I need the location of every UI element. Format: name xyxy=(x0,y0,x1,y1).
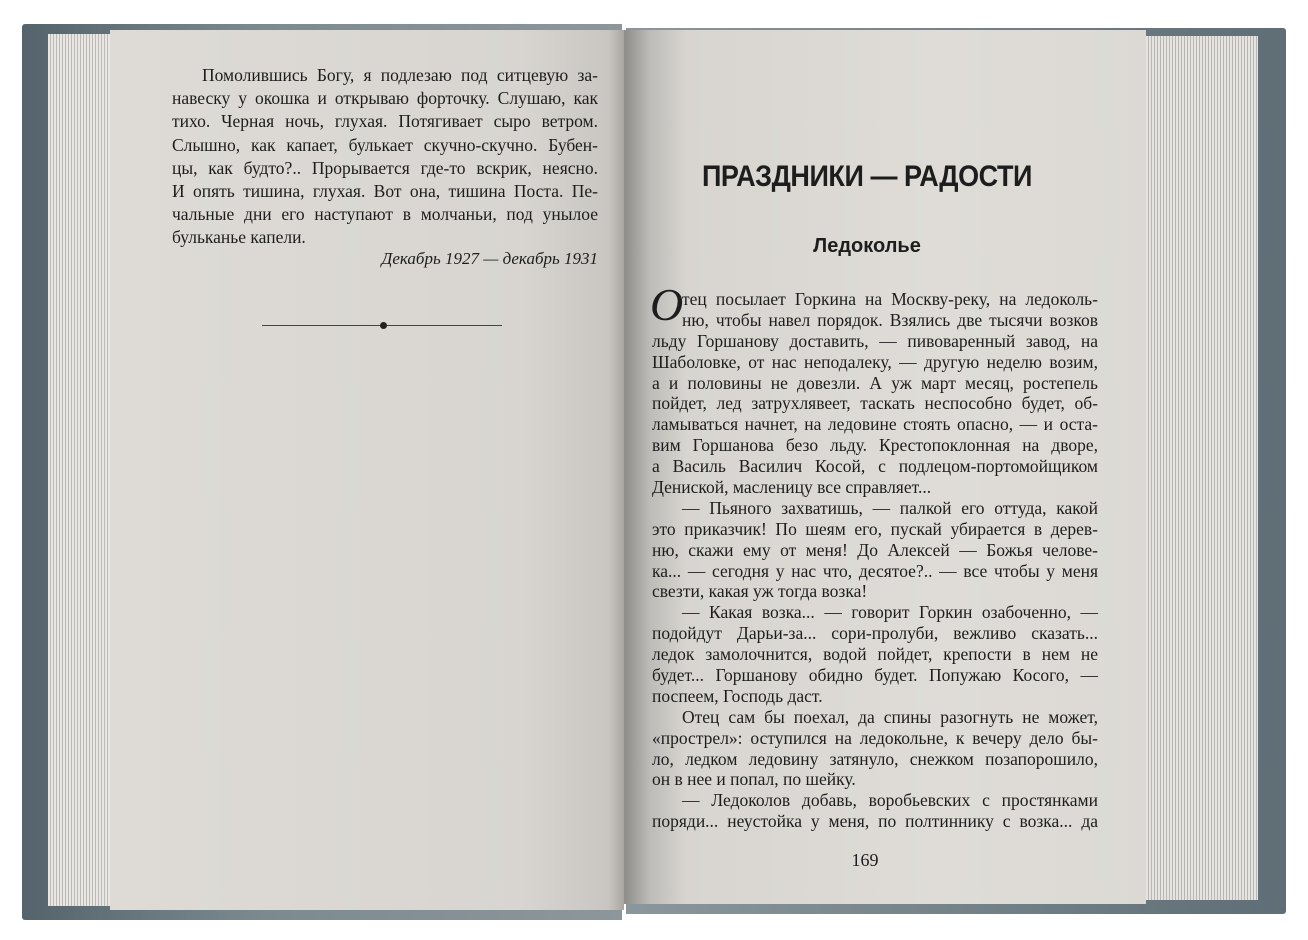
text-line: Слышно, как капает, булькает скучно-скучно. Бубен- xyxy=(172,134,598,155)
date-signature: Декабрь 1927 — декабрь 1931 xyxy=(381,249,598,268)
drop-cap: О xyxy=(650,279,684,330)
text-line: бульканье капели. xyxy=(172,227,306,248)
text-line: навеску у окошка и открываю форточку. Слушаю, как xyxy=(172,88,598,109)
text-line: ламываться начнет, на ледовине стоять опасно, — и оста- xyxy=(652,414,1098,435)
page-edges-right xyxy=(1140,36,1258,900)
text-line: поряди... неустойка у меня, по полтиннику с возка... да xyxy=(652,811,1098,832)
page-number: 169 xyxy=(851,850,879,870)
page-edges-left xyxy=(48,34,118,906)
text-line: — Пьяного захватишь, — палкой его оттуда, какой xyxy=(682,497,1098,518)
text-line: чальные дни его наступают в молчаньи, под унылое xyxy=(172,204,598,225)
chapter-title: ПРАЗДНИКИ — РАДОСТИ xyxy=(701,160,1033,193)
text-line: он в нее и попал, по шейку. xyxy=(652,769,856,790)
text-line: ло, ледком ледовину затянуло, снежком позапорошило, xyxy=(652,748,1098,769)
text-line: ню, чтобы навел порядок. Взялись две тысячи возков xyxy=(682,309,1098,330)
text-line: пойдет, лед затрухлявеет, таскать неспособно будет, об- xyxy=(652,393,1098,414)
text-line: льду Горшанову доставить, — пивоваренный завод, на xyxy=(652,330,1098,351)
right-page-text xyxy=(652,289,1098,832)
text-line: это приказчик! По шеям его, пускай убирается в дерев- xyxy=(652,518,1098,539)
text-line: Шаболовке, от нас неподалеку, — другую неделю возим, xyxy=(652,351,1098,372)
text-line: свезти, какая уж тогда возка! xyxy=(652,581,868,602)
text-line: а и половины не довезли. А уж март месяц, ростепель xyxy=(652,372,1098,393)
text-line: — Какая возка... — говорит Горкин озабоченно, — xyxy=(682,602,1098,623)
text-line: ка... — сегодня у нас что, десятое?.. — все чтобы у меня xyxy=(652,560,1098,581)
text-line: тихо. Черная ночь, глухая. Потягивает сыро ветром. xyxy=(172,111,598,132)
text-line: тец посылает Горкина на Москву-реку, на ледоколь- xyxy=(682,289,1098,309)
text-line: И опять тишина, глухая. Вот она, тишина Поста. Пе- xyxy=(172,180,598,201)
text-line: ледок замолочнится, водой пойдет, крепости в нем не xyxy=(652,644,1098,665)
text-line: а Василь Василич Косой, с подлецом-портомойщиком xyxy=(652,456,1098,477)
text-line: будет... Горшанову обидно будет. Попужаю Косого, — xyxy=(652,665,1098,686)
section-title: Ледоколье xyxy=(813,235,921,257)
text-line: вим Горшанова безо льду. Крестопоклонная на дворе, xyxy=(652,435,1098,456)
text-line: Отец сам бы поехал, да спины разогнуть не может, xyxy=(682,706,1098,727)
text-line: подойдут Дарьи-за... сори-пролуби, вежливо сказать... xyxy=(652,623,1098,644)
text-line: Дениской, масленицу все справляет... xyxy=(652,477,932,498)
text-line: поспеем, Господь даст. xyxy=(652,685,823,706)
text-line: — Ледоколов добавь, воробьевских с простянками xyxy=(682,790,1098,811)
separator-dot xyxy=(380,322,387,329)
left-page-text xyxy=(172,64,598,250)
text-line: ню, скажи ему от меня! До Алексей — Божья челове- xyxy=(652,539,1098,560)
text-line: Помолившись Богу, я подлезаю под ситцевую за- xyxy=(202,65,598,85)
text-line: цы, как будто?.. Прорывается где-то вскрик, неясно. xyxy=(172,157,598,178)
text-line: «прострел»: оступился на ледокольне, к вечеру дело бы- xyxy=(652,727,1098,748)
